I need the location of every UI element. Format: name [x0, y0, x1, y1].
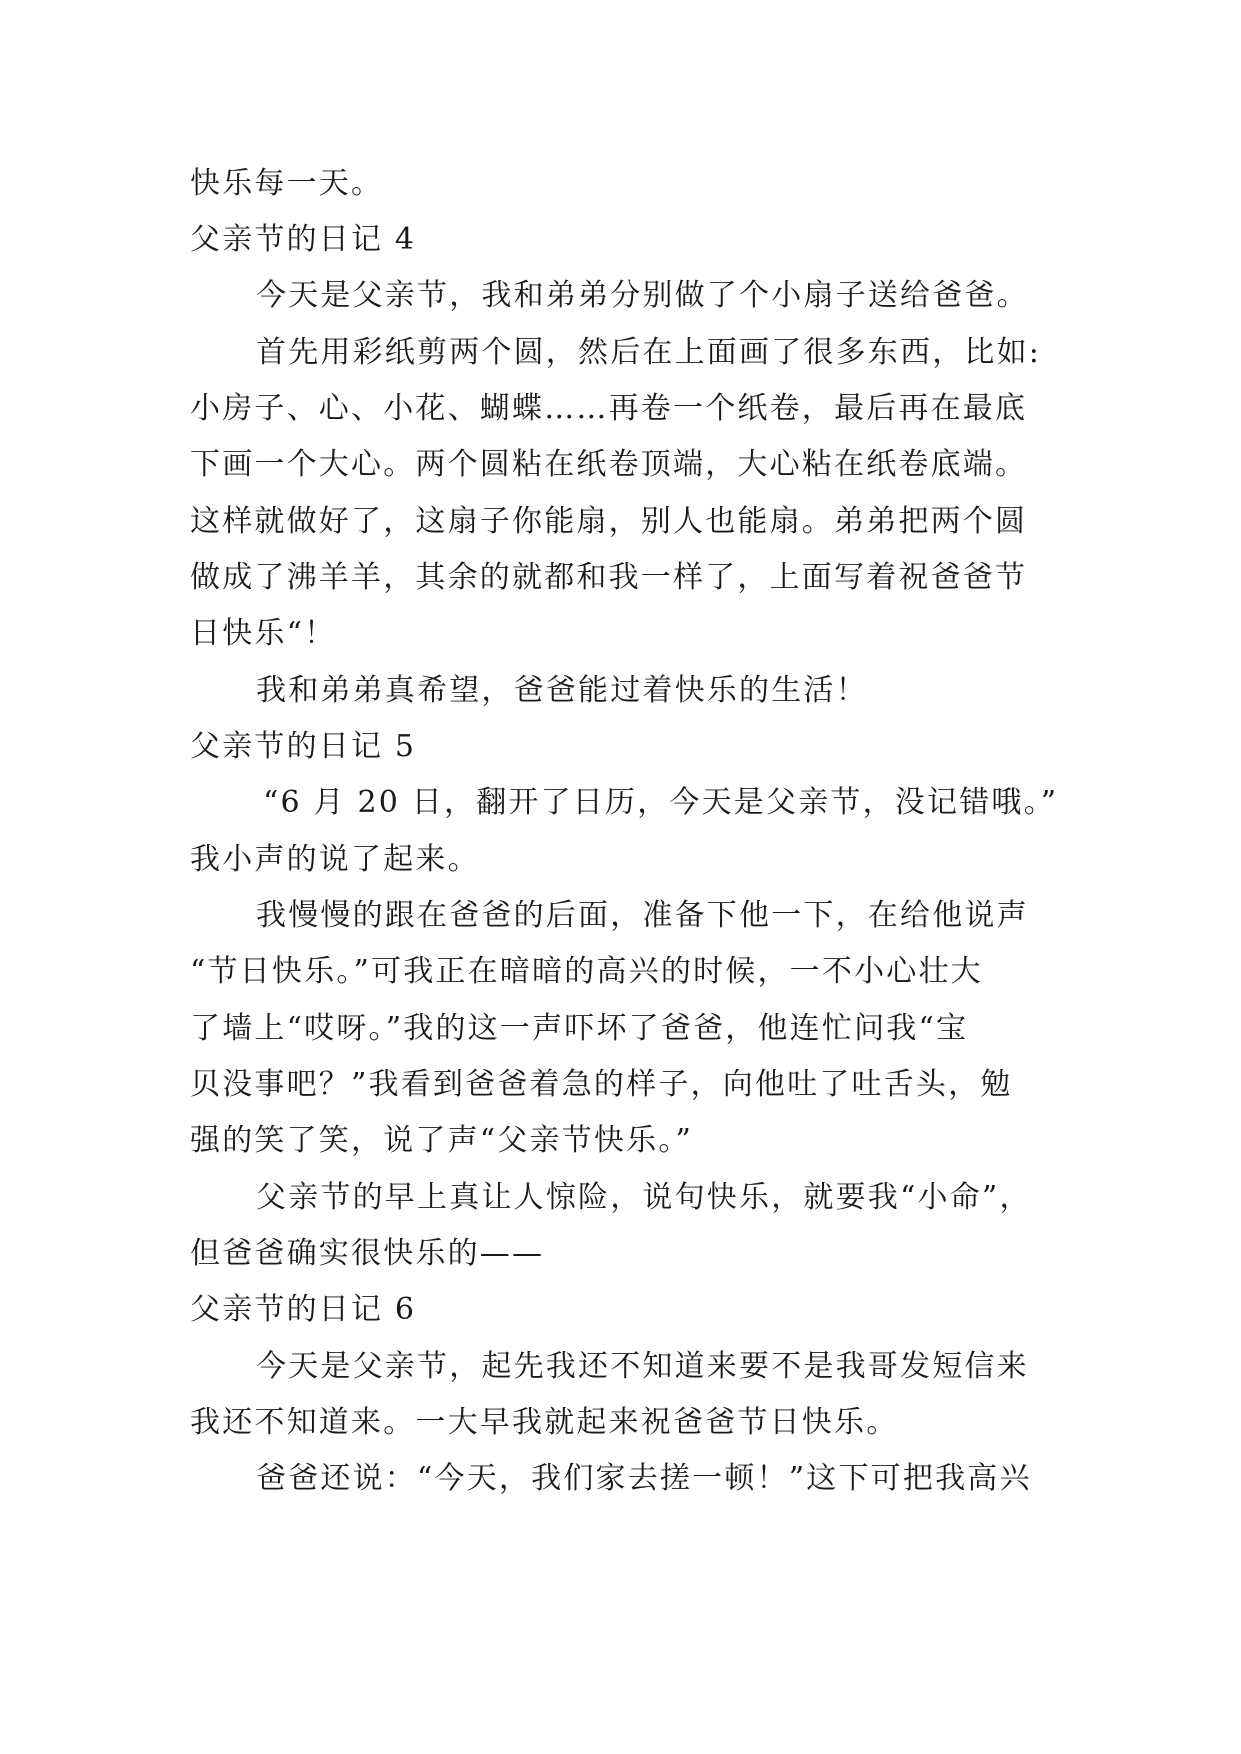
text-line: 了墙上“哎呀。”我的这一声吓坏了爸爸，他连忙问我“宝: [190, 1011, 969, 1046]
text-line: 我小声的说了起来。: [190, 842, 480, 877]
section-heading: 父亲节的日记 5: [190, 729, 417, 764]
text-line: “6 月 20 日，翻开了日历，今天是父亲节，没记错哦。”: [263, 785, 1059, 820]
text-line: 首先用彩纸剪两个圆，然后在上面画了很多东西，比如:: [256, 335, 1042, 370]
text-line: 但爸爸确实很快乐的——: [190, 1236, 545, 1271]
section-heading: 父亲节的日记 4: [190, 222, 417, 257]
text-line: 今天是父亲节，我和弟弟分别做了个小扇子送给爸爸。: [256, 278, 1029, 313]
text-line: 我慢慢的跟在爸爸的后面，准备下他一下，在给他说声: [256, 898, 1029, 933]
text-line: 下画一个大心。两个圆粘在纸卷顶端，大心粘在纸卷底端。: [190, 447, 1028, 482]
text-line: “节日快乐。”可我正在暗暗的高兴的时候，一不小心壮大: [190, 954, 983, 989]
text-line: 小房子、心、小花、蝴蝶……再卷一个纸卷，最后再在最底: [190, 391, 1028, 426]
text-line: 这样就做好了，这扇子你能扇，别人也能扇。弟弟把两个圆: [190, 504, 1028, 539]
text-line: 日快乐“！: [190, 616, 337, 651]
text-line: 今天是父亲节，起先我还不知道来要不是我哥发短信来: [256, 1349, 1029, 1384]
text-line: 爸爸还说：“今天，我们家去搓一顿！”这下可把我高兴: [256, 1461, 1032, 1496]
text-line: 强的笑了笑，说了声“父亲节快乐。”: [190, 1123, 694, 1158]
text-line: 贝没事吧？”我看到爸爸着急的样子，向他吐了吐舌头，勉: [190, 1067, 1013, 1102]
text-line: 父亲节的早上真让人惊险，说句快乐，就要我“小命”，: [256, 1180, 1032, 1215]
text-line: 我和弟弟真希望，爸爸能过着快乐的生活！: [256, 673, 868, 708]
section-heading: 父亲节的日记 6: [190, 1292, 417, 1327]
text-line: 我还不知道来。一大早我就起来祝爸爸节日快乐。: [190, 1405, 899, 1440]
text-line: 做成了沸羊羊，其余的就都和我一样了，上面写着祝爸爸节: [190, 560, 1028, 595]
text-line: 快乐每一天。: [190, 166, 384, 201]
